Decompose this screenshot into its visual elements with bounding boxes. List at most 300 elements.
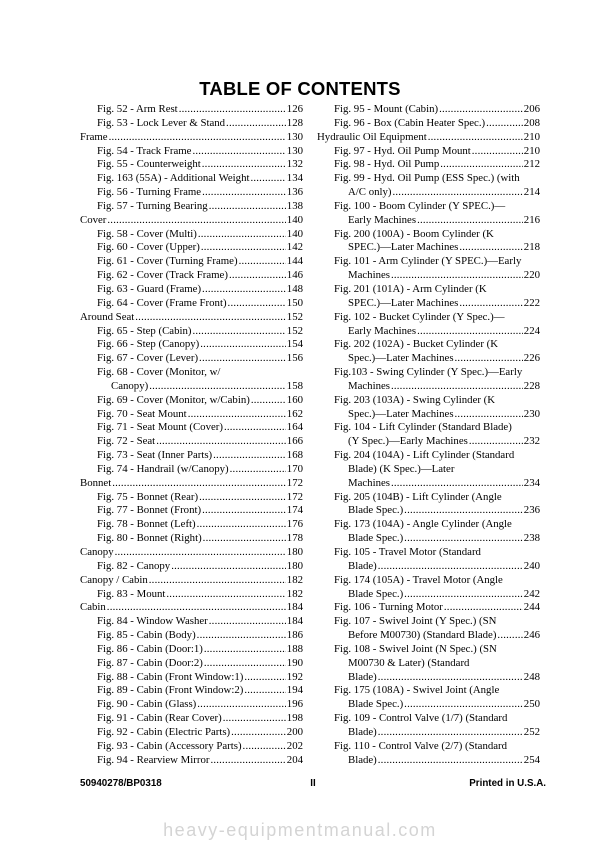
toc-entry-title: Fig. 202 (102A) - Bucket Cylinder (K xyxy=(334,338,499,351)
toc-figure-entry[interactable] xyxy=(80,255,303,269)
toc-page-number: 130 xyxy=(286,144,303,157)
page-title: TABLE OF CONTENTS xyxy=(199,78,401,99)
dot-leader xyxy=(213,449,286,463)
toc-figure-entry[interactable] xyxy=(317,684,540,712)
toc-section-entry[interactable] xyxy=(80,574,303,588)
watermark: heavy-equipmentmanual.com xyxy=(163,820,437,840)
toc-figure-entry[interactable] xyxy=(317,103,540,117)
dot-leader xyxy=(171,560,286,574)
toc-entry-title: Fig. 83 - Mount xyxy=(97,587,166,600)
toc-page-number: 126 xyxy=(286,103,303,115)
toc-entry-title-continued: Canopy) xyxy=(111,379,149,392)
dot-leader xyxy=(115,546,286,560)
toc-figure-entry[interactable] xyxy=(317,740,540,768)
toc-entry-title: Fig. 100 - Boom Cylinder (Y SPEC.)— xyxy=(334,199,506,212)
toc-page-number: 176 xyxy=(286,518,303,531)
toc-figure-entry[interactable] xyxy=(80,269,303,283)
dot-leader xyxy=(209,615,286,629)
toc-page-number: 148 xyxy=(286,282,303,295)
toc-figure-entry[interactable] xyxy=(80,491,303,505)
toc-entry-title: Fig. 87 - Cabin (Door:2) xyxy=(97,656,203,669)
toc-entry-title: Fig. 88 - Cabin (Front Window:1) xyxy=(97,670,244,683)
toc-entry-title-continued: Spec.)—Later Machines xyxy=(348,352,454,365)
toc-page-number: 168 xyxy=(286,449,303,462)
toc-entry-title: Fig. 53 - Lock Lever & Stand xyxy=(97,116,226,129)
toc-page-number: 194 xyxy=(286,684,303,697)
toc-entry-title: Fig. 80 - Bonnet (Right) xyxy=(97,532,202,545)
dot-leader xyxy=(378,726,523,740)
dot-leader xyxy=(455,352,523,366)
toc-page-number: 200 xyxy=(286,725,303,738)
toc-entry-title: Cover xyxy=(80,213,107,226)
toc-entry-title-continued: Blade Spec.) xyxy=(348,504,404,517)
toc-page-number: 208 xyxy=(523,116,540,129)
toc-figure-entry[interactable] xyxy=(80,712,303,726)
dot-leader xyxy=(209,200,286,214)
toc-page-number: 174 xyxy=(286,504,303,517)
dot-leader xyxy=(199,491,286,505)
toc-entry-title: Fig. 82 - Canopy xyxy=(97,559,171,572)
toc-entry-title: Fig. 201 (101A) - Arm Cylinder (K xyxy=(334,282,487,295)
toc-page-number: 216 xyxy=(523,213,540,226)
toc-entry-title: Around Seat xyxy=(80,310,135,323)
toc-page-number: 220 xyxy=(523,269,540,282)
toc-figure-entry[interactable] xyxy=(317,145,540,159)
toc-page-number: 152 xyxy=(286,310,303,323)
dot-leader xyxy=(378,671,523,685)
dot-leader xyxy=(459,241,522,255)
dot-leader xyxy=(404,504,523,518)
toc-page-number: 198 xyxy=(286,712,303,725)
toc-entry-title: Fig.103 - Swing Cylinder (Y Spec.)—Early xyxy=(334,366,523,379)
toc-page-number: 158 xyxy=(286,379,303,392)
toc-page-number: 182 xyxy=(286,587,303,600)
toc-figure-entry[interactable] xyxy=(80,684,303,698)
dot-leader xyxy=(202,283,286,297)
dot-leader xyxy=(107,601,286,615)
toc-page-number: 182 xyxy=(286,573,303,586)
toc-page-number: 226 xyxy=(523,352,540,365)
dot-leader xyxy=(243,740,286,754)
toc-entry-title: Fig. 96 - Box (Cabin Heater Spec.) xyxy=(334,116,486,129)
toc-figure-entry[interactable] xyxy=(317,421,540,449)
toc-page-number: 210 xyxy=(523,130,540,143)
toc-page-number: 172 xyxy=(286,490,303,503)
toc-entry-title: Fig. 109 - Control Valve (1/7) (Standard xyxy=(334,712,508,725)
toc-left-column xyxy=(80,103,303,768)
toc-entry-title: Fig. 98 - Hyd. Oil Pump xyxy=(334,158,440,171)
toc-page-number: 162 xyxy=(286,407,303,420)
dot-leader xyxy=(439,103,523,117)
toc-section-entry[interactable] xyxy=(80,311,303,325)
toc-entry-title-continued: Before M00730) (Standard Blade) xyxy=(348,629,497,642)
dot-leader xyxy=(166,588,285,602)
toc-figure-entry[interactable] xyxy=(80,740,303,754)
toc-entry-title: Fig. 69 - Cover (Monitor, w/Cabin) xyxy=(97,393,250,406)
toc-page-number: 188 xyxy=(286,642,303,655)
toc-page-number: 196 xyxy=(286,698,303,711)
toc-figure-entry[interactable] xyxy=(317,228,540,256)
toc-figure-entry[interactable] xyxy=(80,435,303,449)
toc-entry-title: Fig. 75 - Bonnet (Rear) xyxy=(97,490,199,503)
toc-figure-entry[interactable] xyxy=(80,186,303,200)
dot-leader xyxy=(107,214,285,228)
toc-figure-entry[interactable] xyxy=(317,615,540,643)
dot-leader xyxy=(197,629,286,643)
dot-leader xyxy=(226,117,286,131)
toc-entry-title: Fig. 57 - Turning Bearing xyxy=(97,199,208,212)
dot-leader xyxy=(204,657,286,671)
dot-leader xyxy=(440,158,523,172)
toc-page-number: 212 xyxy=(523,158,540,171)
dot-leader xyxy=(210,754,285,768)
toc-figure-entry[interactable] xyxy=(80,325,303,339)
toc-entry-title-continued: SPEC.)—Later Machines xyxy=(348,241,459,254)
dot-leader xyxy=(417,214,523,228)
toc-entry-title: Fig. 108 - Swivel Joint (N Spec.) (SN xyxy=(334,642,497,655)
toc-entry-title: Fig. 66 - Step (Canopy) xyxy=(97,338,200,351)
toc-entry-title-continued: Early Machines xyxy=(348,324,417,337)
toc-page-number: 202 xyxy=(286,739,303,752)
toc-figure-entry[interactable] xyxy=(80,394,303,408)
toc-entry-title: Fig. 54 - Track Frame xyxy=(97,144,192,157)
toc-figure-entry[interactable] xyxy=(317,158,540,172)
toc-page-number: 204 xyxy=(286,753,303,766)
toc-page-number: 244 xyxy=(523,601,540,614)
dot-leader xyxy=(417,325,523,339)
dot-leader xyxy=(404,532,523,546)
toc-entry-title: Fig. 63 - Guard (Frame) xyxy=(97,282,202,295)
toc-entry-title: Fig. 173 (104A) - Angle Cylinder (Angle xyxy=(334,518,512,531)
toc-figure-entry[interactable] xyxy=(317,574,540,602)
toc-page-number: 144 xyxy=(286,255,303,268)
toc-page-number: 140 xyxy=(286,227,303,240)
toc-figure-entry[interactable] xyxy=(80,297,303,311)
toc-page-number: 218 xyxy=(523,241,540,254)
toc-figure-entry[interactable] xyxy=(317,283,540,311)
toc-right-column xyxy=(317,103,540,768)
dot-leader xyxy=(149,574,286,588)
dot-leader xyxy=(109,131,286,145)
toc-figure-entry[interactable] xyxy=(80,338,303,352)
toc-entry-title: Fig. 61 - Cover (Turning Frame) xyxy=(97,255,238,268)
toc-entry-title: Fig. 104 - Lift Cylinder (Standard Blade) xyxy=(334,421,512,434)
toc-figure-entry[interactable] xyxy=(80,158,303,172)
toc-figure-entry[interactable] xyxy=(80,698,303,712)
toc-figure-entry[interactable] xyxy=(80,560,303,574)
toc-entry-title-continued: Blade Spec.) xyxy=(348,587,404,600)
toc-section-entry[interactable] xyxy=(80,131,303,145)
toc-page-number: 190 xyxy=(286,656,303,669)
toc-page-number: 224 xyxy=(523,324,540,337)
dot-leader xyxy=(197,698,286,712)
toc-page-number: 230 xyxy=(523,407,540,420)
toc-page-number: 130 xyxy=(286,130,303,143)
toc-figure-entry[interactable] xyxy=(317,311,540,339)
toc-page-number: 238 xyxy=(523,532,540,545)
toc-entry-title-continued: Early Machines xyxy=(348,213,417,226)
toc-figure-entry[interactable] xyxy=(317,200,540,228)
toc-figure-entry[interactable] xyxy=(80,463,303,477)
dot-leader xyxy=(404,588,523,602)
toc-page-number: 140 xyxy=(286,213,303,226)
toc-figure-entry[interactable] xyxy=(80,449,303,463)
toc-figure-entry[interactable] xyxy=(80,629,303,643)
dot-leader xyxy=(228,297,286,311)
toc-section-entry[interactable] xyxy=(80,477,303,491)
toc-entry-title: Fig. 65 - Step (Cabin) xyxy=(97,324,192,337)
toc-figure-entry[interactable] xyxy=(80,366,303,394)
toc-entry-title: Fig. 74 - Handrail (w/Canopy) xyxy=(97,462,229,475)
toc-entry-title: Fig. 77 - Bonnet (Front) xyxy=(97,504,202,517)
page-number: II xyxy=(310,778,316,789)
dot-leader xyxy=(200,338,286,352)
toc-figure-entry[interactable] xyxy=(80,172,303,186)
toc-page-number: 184 xyxy=(286,601,303,614)
toc-entry-title: Fig. 102 - Bucket Cylinder (Y Spec.)— xyxy=(334,310,505,323)
dot-leader xyxy=(149,380,286,394)
dot-leader xyxy=(229,269,286,283)
toc-figure-entry[interactable] xyxy=(317,712,540,740)
toc-entry-title: Fig. 107 - Swivel Joint (Y Spec.) (SN xyxy=(334,615,497,628)
print-notice: Printed in U.S.A. xyxy=(469,778,546,789)
toc-page-number: 132 xyxy=(286,158,303,171)
dot-leader xyxy=(378,754,523,768)
toc-entry-title-continued: Blade Spec.) xyxy=(348,698,404,711)
toc-entry-title-continued: Blade) xyxy=(348,559,377,572)
toc-page-number: 248 xyxy=(523,670,540,683)
toc-entry-title: Fig. 200 (100A) - Boom Cylinder (K xyxy=(334,227,494,240)
toc-figure-entry[interactable] xyxy=(317,449,540,491)
dot-leader xyxy=(459,297,522,311)
toc-section-entry[interactable] xyxy=(317,131,540,145)
toc-page-number: 152 xyxy=(286,324,303,337)
toc-entry-title: Fig. 95 - Mount (Cabin) xyxy=(334,103,439,115)
toc-page-number: 128 xyxy=(286,116,303,129)
toc-page-number: 222 xyxy=(523,296,540,309)
toc-figure-entry[interactable] xyxy=(80,643,303,657)
toc-entry-title: Fig. 93 - Cabin (Accessory Parts) xyxy=(97,739,242,752)
dot-leader xyxy=(391,380,523,394)
toc-entry-title: Fig. 203 (103A) - Swing Cylinder (K xyxy=(334,393,496,406)
dot-leader xyxy=(198,228,286,242)
toc-page-number: 150 xyxy=(286,296,303,309)
toc-page-number: 232 xyxy=(523,435,540,448)
dot-leader xyxy=(135,311,286,325)
toc-figure-entry[interactable] xyxy=(317,491,540,519)
toc-page-number: 246 xyxy=(523,629,540,642)
toc-entry-title-continued: Machines xyxy=(348,379,390,392)
toc-entry-title: Fig. 91 - Cabin (Rear Cover) xyxy=(97,712,222,725)
toc-figure-entry[interactable] xyxy=(317,117,540,131)
toc-entry-title: Fig. 106 - Turning Motor xyxy=(334,601,443,614)
toc-entry-title: Cabin xyxy=(80,601,106,614)
dot-leader xyxy=(156,435,286,449)
toc-entry-title: Fig. 84 - Window Washer xyxy=(97,615,208,628)
dot-leader xyxy=(391,477,523,491)
dot-leader xyxy=(192,325,285,339)
toc-entry-title-continued: Machines xyxy=(348,476,390,489)
toc-figure-entry[interactable] xyxy=(317,366,540,394)
toc-entry-title: Fig. 86 - Cabin (Door:1) xyxy=(97,642,203,655)
toc-entry-title: Canopy / Cabin xyxy=(80,573,148,586)
toc-entry-title: Fig. 78 - Bonnet (Left) xyxy=(97,518,196,531)
toc-page-number: 240 xyxy=(523,559,540,572)
toc-section-entry[interactable] xyxy=(80,546,303,560)
toc-figure-entry[interactable] xyxy=(80,421,303,435)
toc-entry-title: Fig. 89 - Cabin (Front Window:2) xyxy=(97,684,244,697)
toc-entry-title: Fig. 72 - Seat xyxy=(97,435,156,448)
toc-entry-title-continued: A/C only) xyxy=(348,186,392,199)
toc-entry-title: Fig. 90 - Cabin (Glass) xyxy=(97,698,197,711)
toc-entry-title-continued: Blade) xyxy=(348,670,377,683)
toc-entry-title: Fig. 110 - Control Valve (2/7) (Standard xyxy=(334,739,508,752)
dot-leader xyxy=(239,255,286,269)
dot-leader xyxy=(179,103,286,117)
toc-figure-entry[interactable] xyxy=(80,588,303,602)
toc-page-number: 186 xyxy=(286,629,303,642)
dot-leader xyxy=(192,145,285,159)
toc-page-number: 184 xyxy=(286,615,303,628)
toc-entry-title: Fig. 163 (55A) - Additional Weight xyxy=(97,172,250,185)
toc-page-number: 180 xyxy=(286,546,303,558)
toc-entry-title: Fig. 52 - Arm Rest xyxy=(97,103,178,115)
toc-figure-entry[interactable] xyxy=(80,283,303,297)
toc-entry-title: Hydraulic Oil Equipment xyxy=(317,130,427,143)
toc-page-number: 206 xyxy=(523,103,540,115)
dot-leader xyxy=(251,394,286,408)
toc-figure-entry[interactable] xyxy=(80,408,303,422)
toc-figure-entry[interactable] xyxy=(80,615,303,629)
toc-figure-entry[interactable] xyxy=(317,338,540,366)
toc-entry-title: Fig. 97 - Hyd. Oil Pump Mount xyxy=(334,144,471,157)
toc-entry-title-continued: Blade Spec.) xyxy=(348,532,404,545)
dot-leader xyxy=(250,172,285,186)
toc-figure-entry[interactable] xyxy=(80,504,303,518)
toc-entry-title: Fig. 204 (104A) - Lift Cylinder (Standard xyxy=(334,449,515,462)
toc-entry-title: Fig. 85 - Cabin (Body) xyxy=(97,629,196,642)
toc-entry-title: Fig. 58 - Cover (Multi) xyxy=(97,227,197,240)
dot-leader xyxy=(391,269,523,283)
toc-page-number: 254 xyxy=(523,753,540,766)
toc-entry-title-continued: SPEC.)—Later Machines xyxy=(348,296,459,309)
dot-leader xyxy=(244,684,285,698)
toc-figure-entry[interactable] xyxy=(80,145,303,159)
dot-leader xyxy=(202,158,286,172)
toc-entry-title: Fig. 71 - Seat Mount (Cover) xyxy=(97,421,223,434)
toc-page-number: 234 xyxy=(523,476,540,489)
toc-entry-title: Fig. 68 - Cover (Monitor, w/ xyxy=(97,366,221,379)
dot-leader xyxy=(204,643,286,657)
toc-figure-entry[interactable] xyxy=(80,103,303,117)
dot-leader xyxy=(393,186,523,200)
toc-figure-entry[interactable] xyxy=(317,546,540,574)
dot-leader xyxy=(201,241,286,255)
dot-leader xyxy=(404,698,523,712)
toc-figure-entry[interactable] xyxy=(80,726,303,740)
toc-figure-entry[interactable] xyxy=(80,671,303,685)
toc-entry-title: Canopy xyxy=(80,546,114,558)
toc-page-number: 252 xyxy=(523,725,540,738)
toc-entry-title-continued: Spec.)—Later Machines xyxy=(348,407,454,420)
toc-section-entry[interactable] xyxy=(80,214,303,228)
toc-page-number: 142 xyxy=(286,241,303,254)
toc-page-number: 172 xyxy=(286,476,303,489)
toc-page-number: 134 xyxy=(286,172,303,185)
dot-leader xyxy=(455,408,523,422)
toc-page-number: 210 xyxy=(523,144,540,157)
toc-page-number: 136 xyxy=(286,186,303,199)
toc-page-number: 180 xyxy=(286,559,303,572)
toc-page-number: 250 xyxy=(523,698,540,711)
toc-figure-entry[interactable] xyxy=(317,255,540,283)
toc-page-number: 138 xyxy=(286,199,303,212)
toc-entry-title: Fig. 175 (108A) - Swivel Joint (Angle xyxy=(334,684,500,697)
toc-entry-title: Fig. 101 - Arm Cylinder (Y SPEC.)—Early xyxy=(334,255,522,268)
toc-entry-title: Fig. 73 - Seat (Inner Parts) xyxy=(97,449,213,462)
dot-leader xyxy=(497,629,522,643)
dot-leader xyxy=(199,352,286,366)
toc-entry-title-continued: M00730 & Later) (Standard xyxy=(348,656,470,669)
dot-leader xyxy=(223,712,286,726)
toc-entry-title-continued: Blade) xyxy=(348,753,377,766)
toc-figure-entry[interactable] xyxy=(80,241,303,255)
dot-leader xyxy=(469,435,523,449)
toc-page-number: 154 xyxy=(286,338,303,351)
toc-entry-title: Fig. 60 - Cover (Upper) xyxy=(97,241,200,254)
toc-page-number: 164 xyxy=(286,421,303,434)
toc-entry-title-continued: (Y Spec.)—Early Machines xyxy=(348,435,468,448)
toc-entry-title: Frame xyxy=(80,130,108,143)
dot-leader xyxy=(444,601,523,615)
toc-figure-entry[interactable] xyxy=(317,601,540,615)
toc-figure-entry[interactable] xyxy=(80,754,303,768)
toc-figure-entry[interactable] xyxy=(80,518,303,532)
toc-entry-title: Fig. 205 (104B) - Lift Cylinder (Angle xyxy=(334,490,502,503)
dot-leader xyxy=(188,408,286,422)
toc-entry-title: Fig. 62 - Cover (Track Frame) xyxy=(97,269,228,282)
toc-entry-title: Fig. 55 - Counterweight xyxy=(97,158,201,171)
toc-figure-entry[interactable] xyxy=(80,228,303,242)
toc-entry-title: Bonnet xyxy=(80,476,112,489)
dot-leader xyxy=(203,532,286,546)
toc-section-entry[interactable] xyxy=(80,601,303,615)
toc-entry-title: Fig. 105 - Travel Motor (Standard xyxy=(334,546,481,558)
toc-figure-entry[interactable] xyxy=(317,394,540,422)
dot-leader xyxy=(428,131,523,145)
toc-entry-title-continued: Machines xyxy=(348,269,390,282)
toc-entry-title-continued: Blade) xyxy=(348,725,377,738)
toc-page-number: 156 xyxy=(286,352,303,365)
toc-figure-entry[interactable] xyxy=(80,657,303,671)
toc-page-number: 170 xyxy=(286,462,303,475)
dot-leader xyxy=(202,186,286,200)
toc-figure-entry[interactable] xyxy=(317,172,540,200)
toc-page-number: 160 xyxy=(286,393,303,406)
toc-figure-entry[interactable] xyxy=(80,200,303,214)
toc-page-number: 242 xyxy=(523,587,540,600)
toc-entry-title-continued: Blade) (K Spec.)—Later xyxy=(348,462,455,475)
toc-figure-entry[interactable] xyxy=(80,352,303,366)
toc-figure-entry[interactable] xyxy=(80,117,303,131)
document-number: 50940278/BP0318 xyxy=(80,778,162,789)
toc-figure-entry[interactable] xyxy=(317,643,540,685)
toc-page-number: 146 xyxy=(286,269,303,282)
toc-figure-entry[interactable] xyxy=(317,518,540,546)
dot-leader xyxy=(224,421,286,435)
toc-page-number: 214 xyxy=(523,186,540,199)
toc-figure-entry[interactable] xyxy=(80,532,303,546)
